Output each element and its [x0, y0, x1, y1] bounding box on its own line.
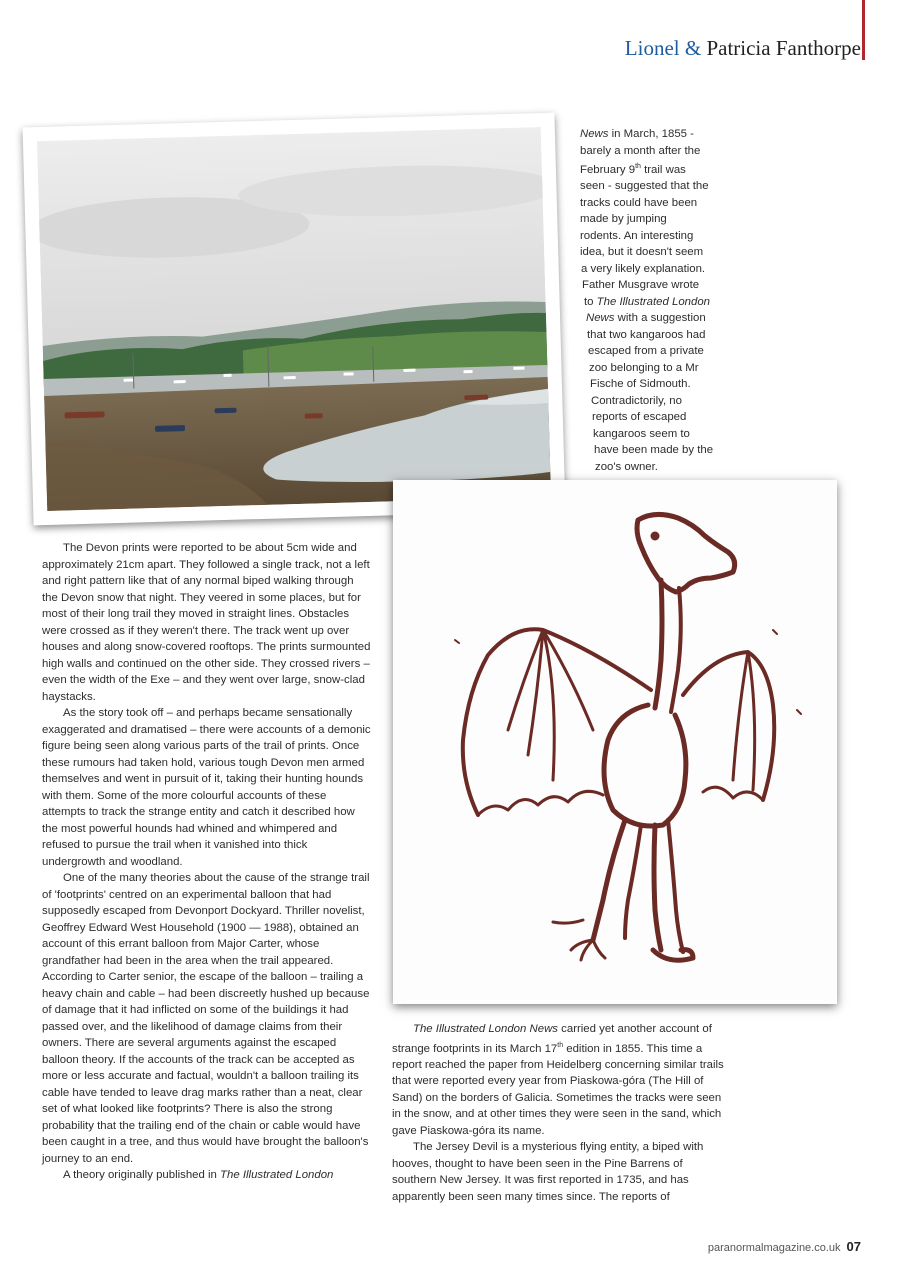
author-rest-names: Patricia Fanthorpe	[706, 36, 861, 60]
left-paragraph: One of the many theories about the cause of the strange trail of 'footprints' centred on an experimental balloon that had supposedly escaped from Devonport Dockyard. Thriller novelist, Geoffrey Edward West Household (1900 — 1988), obtained an account of this errant balloon from Major Carter, whose grandfather had been in the area when the trail appeared. According to Carter senior, the escape of the balloon – trailing a heavy chain and cable – had been discreetly hushed up because of damage that it had inflicted on some of the buildings it had passed over, and the likelihood of damage claims from their owners. There are several arguments against the escaped balloon theory. If the accounts of the track can be accepted as more or less accurate and factual, wouldn't a balloon trailing its cable have tended to leave drag marks rather than a neat, clear set of what looked like footprints? There is also the strong probability that the trailing end of the chain or cable would have been caught in a tree, and thus would have brought the balloon's journey to an end.	[42, 872, 370, 1165]
side-line-12b: with a suggestion	[614, 312, 706, 325]
estuary-photo	[23, 113, 566, 526]
side-line: a very likely explanation.	[581, 262, 706, 275]
side-line-3b: trail was	[640, 163, 686, 176]
side-line-11-italic: The Illustrated London	[596, 295, 711, 308]
right-p1-italic: The Illustrated London News	[413, 1023, 558, 1035]
author-first-name: Lionel	[624, 36, 680, 60]
right-p1-text-a: carried yet another account of strange footprints in its March 17	[392, 1023, 712, 1055]
side-line: Fische of Sidmouth.	[590, 378, 691, 391]
side-italic-news: News	[580, 128, 609, 140]
left-column	[42, 540, 372, 1184]
side-line: Contradictorily, no	[591, 394, 682, 407]
right-paragraph-2: The Jersey Devil is a mysterious flying entity, a biped with hooves, thought to have been seen in the Pine Barrens of southern New Jersey. It was first reported in 1735, and has apparently been seen many times since. The reports of	[392, 1141, 704, 1203]
side-line-11a: to	[584, 295, 597, 308]
author-header	[625, 36, 861, 61]
side-line: made by jumping	[580, 213, 667, 226]
side-line: that two kangaroos had	[587, 328, 706, 341]
side-line-1: in March, 1855 -	[608, 128, 694, 140]
side-line: zoo belonging to a Mr	[589, 361, 699, 374]
left-paragraph: As the story took off – and perhaps became sensationally exaggerated and dramatised – there were accounts of a demonic figure being seen along various parts of the trail of prints. Once these rumours had taken hold, various tough Devon men armed themselves and went in pursuit of it, taking their hunting hounds with them. Some of the more colourful accounts of these attempts to track the strange entity and catch it described how the most powerful hounds had whined and whimpered and refused to pursue the trail when it vanished into thick undergrowth and woodland.	[42, 707, 371, 868]
side-line: seen - suggested that the	[580, 180, 709, 193]
left-p4-italic: The Illustrated London	[220, 1169, 334, 1181]
author-ampersand: &	[684, 36, 702, 60]
side-line: have been made by the	[594, 444, 714, 457]
left-paragraph: The Devon prints were reported to be about 5cm wide and approximately 21cm apart. They followed a single track, not a left and right pattern like that of any normal biped walking through the Devon snow that night. They veered in some places, but for most of their long trail they moved in straight lines. Obstacles were crossed as if they weren't there. The track went up over houses and along snow-covered rooftops. The prints surmounted high walls and continued on the other side. They crossed rivers – even the width of the Exe – and they went over large, snow-clad haystacks.	[42, 542, 371, 703]
side-line: zoo's owner.	[595, 460, 658, 473]
left-p4-text: A theory originally published in	[63, 1169, 221, 1181]
photo-side-text	[580, 126, 713, 475]
right-paragraph-1	[392, 1021, 724, 1139]
side-line: rodents. An interesting	[580, 229, 694, 242]
page-footer	[708, 1239, 861, 1254]
side-line: escaped from a private	[588, 345, 704, 358]
footer-site: paranormalmagazine.co.uk	[707, 1242, 841, 1254]
side-line: Father Musgrave wrote	[582, 279, 700, 292]
left-paragraph-last	[42, 1167, 372, 1184]
side-line-2: barely a month after the	[580, 144, 701, 157]
creature-sketch	[393, 480, 837, 1004]
header-accent-bar	[862, 0, 865, 60]
right-p1-text-b: edition in 1855. This time a report reached the paper from Heidelberg concerning similar trails that were reported every year from Piaskowa-góra (The Hill of Sand) on the borders of Galicia. Sometimes the tracks were seen in the snow, and at other times they were seen in the sand, which gave Piaskowa-góra its name.	[392, 1042, 724, 1137]
side-line-3-sup: th	[635, 163, 641, 170]
page-number: 07	[846, 1239, 861, 1254]
side-line: tracks could have been	[580, 196, 698, 209]
right-p1-sup: th	[557, 1041, 564, 1049]
side-line-12-italic: News	[586, 312, 615, 325]
right-column	[392, 1021, 724, 1205]
side-line: kangaroos seem to	[593, 427, 690, 440]
side-line: idea, but it doesn't seem	[580, 246, 704, 259]
side-line-3a: February 9	[580, 163, 636, 176]
side-line: reports of escaped	[592, 411, 687, 424]
